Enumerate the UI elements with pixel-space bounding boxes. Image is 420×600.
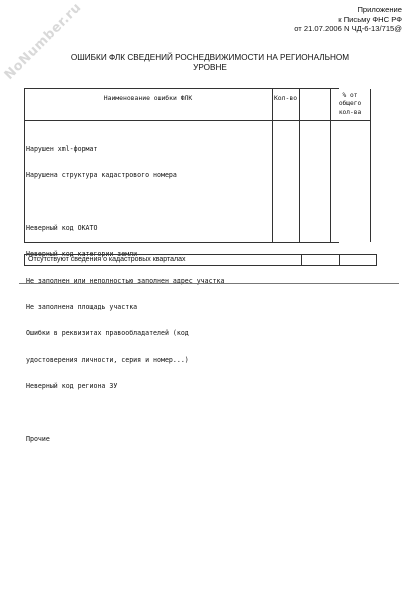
bar-cell-divider — [339, 255, 340, 265]
header-pct-line: кол-ва — [338, 108, 362, 116]
table-border-left — [24, 89, 25, 242]
table-border-right — [370, 89, 371, 242]
error-row: Неверный код ОКАТО — [26, 223, 98, 232]
header-separator — [24, 120, 370, 121]
column-header-qty: Кол-во — [273, 94, 298, 102]
appendix-line: к Письму ФНС РФ — [338, 14, 402, 24]
error-list — [26, 127, 272, 461]
error-row: Неверный код категории земли — [26, 250, 138, 259]
column-header-percent — [330, 92, 370, 117]
bar-cell-divider — [301, 255, 302, 265]
error-row: Неверный код региона ЗУ — [26, 382, 118, 391]
title-line: УРОВНЕ — [193, 63, 227, 72]
error-row: Прочие — [26, 434, 50, 443]
error-row: Не заполнена площадь участка — [26, 302, 138, 311]
horizontal-rule — [19, 283, 399, 284]
error-row — [26, 409, 272, 418]
error-row — [26, 197, 272, 206]
header-pct-line: % от — [342, 92, 358, 99]
watermark: NoNumber.ru — [1, 0, 85, 83]
cadastral-quarters-row — [24, 254, 377, 266]
appendix-line: Приложение — [357, 5, 402, 14]
cadastral-quarters-label: Отсутствуют сведения о кадастровых кварталах — [28, 256, 186, 263]
appendix-note — [294, 5, 402, 34]
column-header-name: Наименование ошибки ФЛК — [103, 94, 193, 102]
document-title — [60, 53, 360, 73]
error-row: Ошибки в реквизитах правообладателей (код — [26, 329, 189, 338]
error-row: Не заполнен или неполностью заполнен адрес участка — [26, 276, 225, 285]
error-row: Нарушена структура кадастрового номера — [26, 170, 177, 179]
appendix-line: от 21.07.2006 N ЧД-6-13/715@ — [294, 24, 402, 33]
title-line: ОШИБКИ ФЛК СВЕДЕНИЙ РОСНЕДВИЖИМОСТИ НА РЕГИОНАЛЬНОМ — [70, 53, 350, 62]
table-divider — [299, 89, 300, 242]
error-row: удостоверения личности, серия и номер...) — [26, 355, 189, 364]
error-row: Нарушен xml-формат — [26, 144, 98, 153]
header-pct-line: общего — [338, 100, 362, 108]
table-divider — [272, 89, 273, 242]
